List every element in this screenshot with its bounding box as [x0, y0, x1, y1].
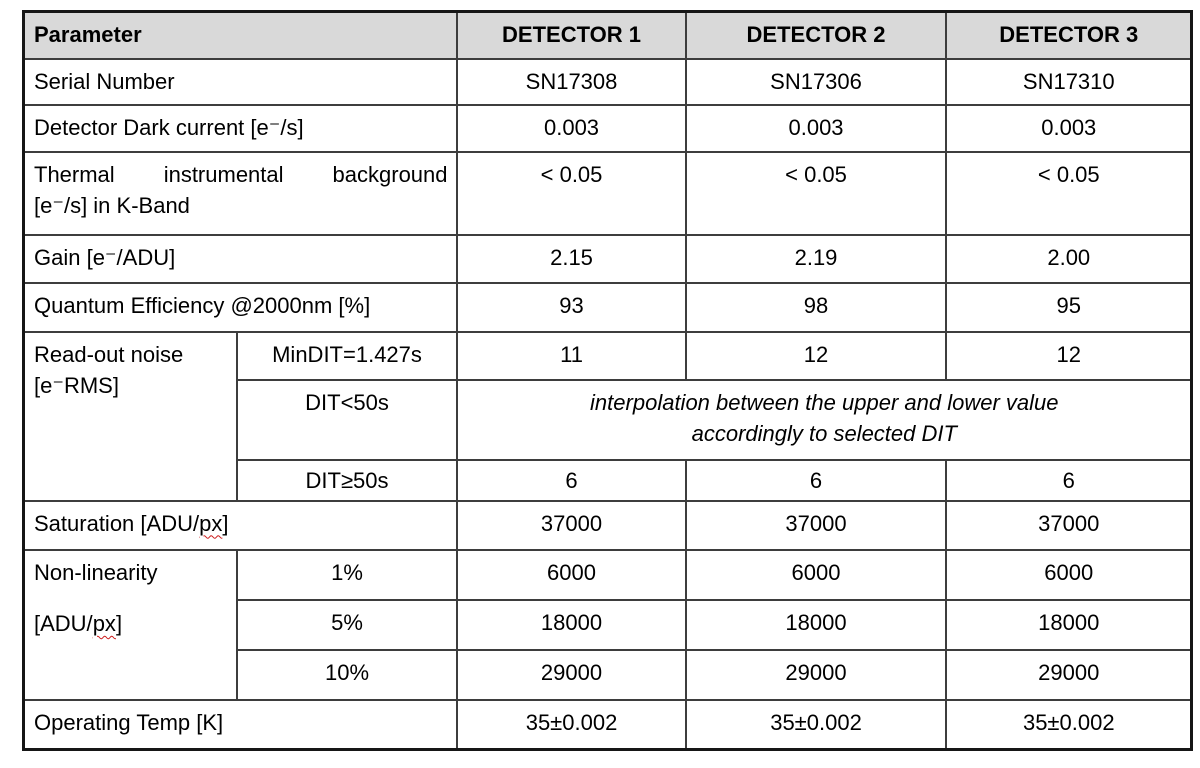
non-linearity-key-1pct: 1% [237, 550, 457, 600]
dark-current-label: Detector Dark current [e⁻/s] [24, 105, 457, 152]
readout-noise-mindit-detector-3: 12 [946, 332, 1192, 380]
thermal-background-label-line2: [e⁻/s] in K-Band [34, 192, 190, 218]
row-operating-temp [24, 700, 1192, 750]
saturation-label-px: px [199, 510, 223, 536]
readout-noise-mindit-detector-2: 12 [686, 332, 946, 380]
row-dark-current [24, 105, 1192, 152]
quantum-efficiency-detector-2: 98 [686, 283, 946, 332]
saturation-detector-1: 37000 [457, 501, 686, 550]
quantum-efficiency-detector-1: 93 [457, 283, 686, 332]
readout-noise-label [24, 332, 237, 501]
operating-temp-detector-2: 35±0.002 [686, 700, 946, 750]
quantum-efficiency-detector-3: 95 [946, 283, 1192, 332]
row-quantum-efficiency [24, 283, 1192, 332]
gain-detector-2: 2.19 [686, 235, 946, 283]
non-linearity-5pct-detector-3: 18000 [946, 600, 1192, 650]
non-linearity-10pct-detector-1: 29000 [457, 650, 686, 700]
non-linearity-label-line1: Non-linearity [34, 559, 158, 585]
row-non-linearity-1pct [24, 550, 1192, 600]
non-linearity-label-line2-post: ] [115, 610, 123, 636]
table-header-row [24, 12, 1192, 59]
non-linearity-1pct-detector-2: 6000 [686, 550, 946, 600]
readout-noise-key-dit-ge-50: DIT≥50s [237, 460, 457, 501]
header-detector-3: DETECTOR 3 [946, 12, 1192, 59]
row-gain [24, 235, 1192, 283]
operating-temp-detector-3: 35±0.002 [946, 700, 1192, 750]
header-parameter: Parameter [24, 12, 457, 59]
thermal-background-label-line1: Thermal instrumental background [34, 161, 448, 187]
non-linearity-label [24, 550, 237, 700]
interpolation-note-line1: interpolation between the upper and lower value [590, 389, 1059, 415]
dark-current-detector-2: 0.003 [686, 105, 946, 152]
saturation-label-post: ] [222, 510, 229, 536]
gain-detector-1: 2.15 [457, 235, 686, 283]
interpolation-note-line2: accordingly to selected DIT [691, 420, 957, 446]
dark-current-detector-1: 0.003 [457, 105, 686, 152]
gain-label: Gain [e⁻/ADU] [24, 235, 457, 283]
non-linearity-key-10pct: 10% [237, 650, 457, 700]
row-serial-number [24, 59, 1192, 105]
non-linearity-label-line2-px: px [92, 610, 116, 636]
quantum-efficiency-label: Quantum Efficiency @2000nm [%] [24, 283, 457, 332]
saturation-detector-3: 37000 [946, 501, 1192, 550]
non-linearity-label-line2 [34, 608, 228, 639]
serial-number-label: Serial Number [24, 59, 457, 105]
non-linearity-5pct-detector-1: 18000 [457, 600, 686, 650]
thermal-background-detector-3: < 0.05 [946, 152, 1192, 235]
row-saturation [24, 501, 1192, 550]
non-linearity-10pct-detector-3: 29000 [946, 650, 1192, 700]
row-readout-noise-mindit [24, 332, 1192, 380]
serial-number-detector-2: SN17306 [686, 59, 946, 105]
non-linearity-5pct-detector-2: 18000 [686, 600, 946, 650]
thermal-background-detector-1: < 0.05 [457, 152, 686, 235]
saturation-label [24, 501, 457, 550]
readout-noise-dit-ge-50-detector-1: 6 [457, 460, 686, 501]
gain-detector-3: 2.00 [946, 235, 1192, 283]
readout-noise-interpolation-note [457, 380, 1192, 460]
operating-temp-label: Operating Temp [K] [24, 700, 457, 750]
non-linearity-1pct-detector-3: 6000 [946, 550, 1192, 600]
thermal-background-label [24, 152, 457, 235]
non-linearity-10pct-detector-2: 29000 [686, 650, 946, 700]
readout-noise-key-mindit: MinDIT=1.427s [237, 332, 457, 380]
serial-number-detector-1: SN17308 [457, 59, 686, 105]
non-linearity-label-line2-pre: [ADU/ [34, 610, 93, 636]
operating-temp-detector-1: 35±0.002 [457, 700, 686, 750]
non-linearity-key-5pct: 5% [237, 600, 457, 650]
readout-noise-dit-ge-50-detector-3: 6 [946, 460, 1192, 501]
readout-noise-label-line1: Read-out noise [34, 341, 184, 367]
saturation-label-pre: Saturation [ADU/ [34, 510, 200, 536]
header-detector-1: DETECTOR 1 [457, 12, 686, 59]
readout-noise-label-line2: [e⁻RMS] [34, 372, 119, 398]
non-linearity-1pct-detector-1: 6000 [457, 550, 686, 600]
saturation-detector-2: 37000 [686, 501, 946, 550]
readout-noise-dit-ge-50-detector-2: 6 [686, 460, 946, 501]
dark-current-detector-3: 0.003 [946, 105, 1192, 152]
serial-number-detector-3: SN17310 [946, 59, 1192, 105]
header-detector-2: DETECTOR 2 [686, 12, 946, 59]
detector-parameters-table [22, 10, 1193, 751]
thermal-background-detector-2: < 0.05 [686, 152, 946, 235]
readout-noise-mindit-detector-1: 11 [457, 332, 686, 380]
row-thermal-background [24, 152, 1192, 235]
readout-noise-key-dit-lt-50: DIT<50s [237, 380, 457, 460]
